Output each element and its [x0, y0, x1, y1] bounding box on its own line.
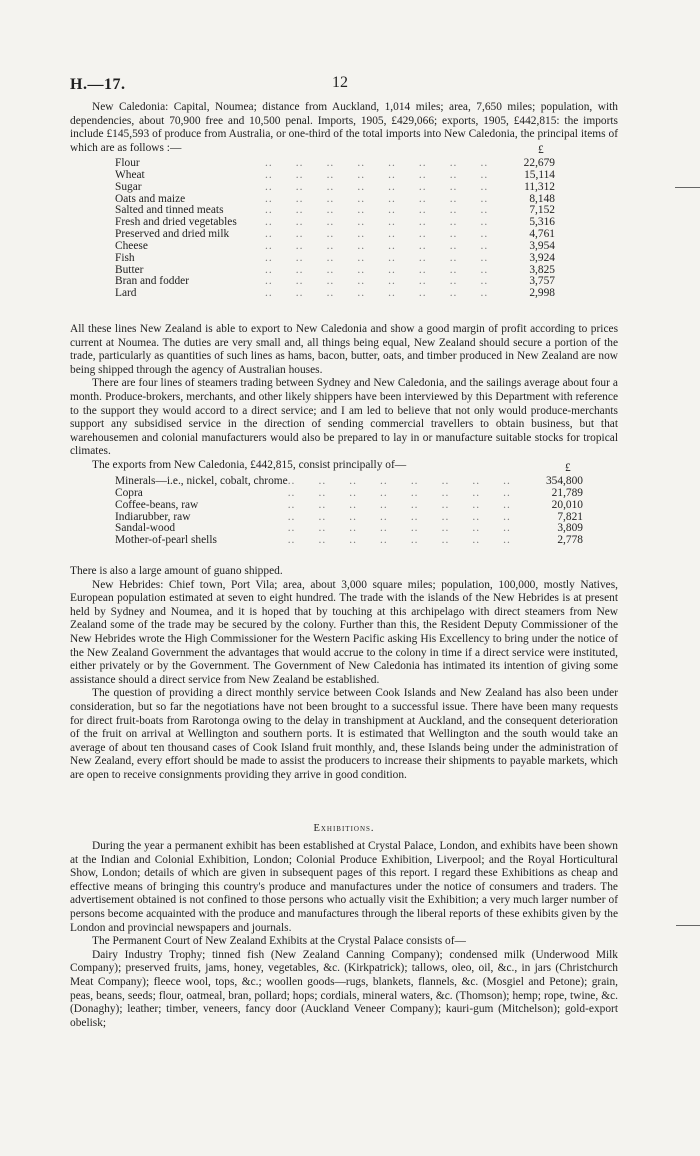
exports-currency-unit: £: [565, 462, 571, 474]
table-row: [115, 253, 555, 265]
row-label: Lard: [115, 287, 137, 300]
row-label: Sandal-wood: [115, 522, 176, 535]
new-caledonia-paragraph: [70, 101, 618, 155]
imports-table: [115, 158, 555, 300]
imports-currency-unit: £: [538, 144, 544, 156]
table-row: [115, 288, 555, 300]
table-row: [115, 241, 555, 253]
page-number: 12: [332, 74, 348, 91]
row-label: Copra: [115, 486, 143, 499]
leader-dots: .. .. .. .. .. .. .. ..: [265, 229, 489, 241]
margin-rule: [675, 187, 700, 188]
leader-dots: .. .. .. .. .. .. .. ..: [265, 205, 489, 217]
exhibitions-heading: Exhibitions.: [313, 823, 375, 834]
leader-dots: .. .. .. .. .. .. .. ..: [287, 535, 511, 547]
row-value: 354,800: [545, 475, 583, 487]
exports-intro: The exports from New Caledonia, £442,815, consist principally of—: [92, 458, 407, 471]
exhibitions-paragraphs: [70, 840, 618, 1030]
table-row: [115, 182, 555, 194]
table-row: [115, 512, 583, 524]
margin-rule: [676, 925, 700, 926]
row-label: Flour: [115, 157, 140, 169]
row-label: Oats and maize: [115, 192, 186, 205]
leader-dots: .. .. .. .. .. .. .. ..: [287, 499, 511, 511]
table-row: [115, 500, 583, 512]
exhibitions-paragraph: During the year a permanent exhibit has been established at Crystal Palace, London, and exhibits have been shown at the Indian and Colonial Exhibition, London; Colonial Produce Exhibition, Liverpool; and the Royal Horticultural Show, London; details of which are given in subsequent pages of this report. I regard these Exhibitions as cheap and effective means of bringing this country's produce and manufactures under the notice of consumers and traders. The advertisement obtained is not confined to those persons who actually visit the Exhibition; a very much larger number of persons become acquainted with the produce and manufactures through the liberal reports of these exhibits given by the London and provincial newspapers and journals.: [70, 840, 618, 934]
row-value: 5,316: [529, 216, 555, 229]
table-row: [115, 170, 555, 182]
row-value: 3,757: [529, 275, 555, 288]
row-label: Salted and tinned meats: [115, 204, 224, 217]
steamers-paragraph: There are four lines of steamers trading between Sydney and New Caledonia, and the sailings average about four a month. Produce-brokers, merchants, and other likely shippers have been interviewed by this Department with reference to the support they would accord to a direct service; and I am led to believe that not only would produce-merchants support any subsidised service in the direction of sending commercial travellers to obtain business, but that warehousemen and colonial manufacturers would also be prepared to lay in or manufacture suitable stocks for tropical climates.: [70, 377, 618, 458]
row-value: 3,809: [557, 522, 583, 535]
leader-dots: .. .. .. .. .. .. .. ..: [265, 288, 489, 300]
row-value: 7,821: [557, 510, 583, 523]
leader-dots: .. .. .. .. .. .. .. ..: [265, 158, 489, 169]
row-value: 3,924: [529, 251, 555, 264]
row-label: Cheese: [115, 239, 148, 252]
table-row: [115, 535, 583, 547]
leader-dots: .. .. .. .. .. .. .. ..: [287, 511, 511, 523]
row-value: 2,998: [529, 287, 555, 300]
leader-dots: .. .. .. .. .. .. .. ..: [265, 264, 489, 276]
page-header: [70, 76, 630, 94]
table-row: [115, 488, 583, 500]
row-label: Butter: [115, 263, 144, 276]
row-label: Mother-of-pearl shells: [115, 534, 217, 547]
table-row: [115, 158, 555, 170]
leader-dots: .. .. .. .. .. .. .. ..: [287, 487, 511, 499]
permanent-court-paragraph: The Permanent Court of New Zealand Exhibits at the Crystal Palace consists of—: [92, 935, 466, 948]
row-value: 2,778: [557, 534, 583, 547]
guano-paragraph: There is also a large amount of guano shipped.: [70, 565, 283, 577]
leader-dots: .. .. .. .. .. .. .. ..: [265, 181, 489, 193]
table-row: [115, 476, 583, 488]
row-value: 4,761: [529, 228, 555, 241]
table-row: [115, 276, 555, 288]
row-label: Fresh and dried vegetables: [115, 216, 237, 229]
row-value: 21,789: [551, 486, 583, 499]
leader-dots: .. .. .. .. .. .. .. ..: [265, 252, 489, 264]
paragraph-text: New Caledonia: Capital, Noumea; distance from Auckland, 1,014 miles; area, 7,650 miles; population, with dependencies, about 70,900 free and 10,500 penal. Imports, 1905, £429,066; exports, 1905, £442,815: the imports include £145,593 of produce from Australia, or one-third of the total imports into New Caledonia, the principal items of which are as follows :—: [70, 101, 618, 154]
trade-paragraphs: [70, 323, 618, 473]
new-hebrides-paragraph: New Hebrides: Chief town, Port Vila; area, about 3,000 square miles; population, 100,000, mostly Natives, European population estimated at seven to eight hundred. The trade with the islands of the New Hebrides is at present held by Sydney and Noumea, and it is hoped that by touching at this archipelago with direct steamers from New Zealand some of the trade may be secured by the colony. Further than this, the Resident Deputy Commissioner of the New Hebrides wrote the High Commissioner for the Western Pacific asking His Excellency to bring under the notice of the New Zealand Government the advantages that would accrue to the colony in time if a direct service were instituted, either privately or by the Government. The Government of New Caledonia has intimated its intention of giving some assistance should a direct service from New Zealand be established.: [70, 578, 618, 686]
dairy-trophy-paragraph: Dairy Industry Trophy; tinned fish (New Zealand Canning Company); condensed milk (Underwood Milk Company); preserved fruits, jams, honey, vegetables, &c. (Kirkpatrick); tallows, oleo, oil, &c., in jars (Christchurch Meat Company); fleece wool, tops, &c.; woollen goods—rugs, blankets, flannels, &c. (Mosgiel and Petone); grain, peas, beans, seeds; flour, oatmeal, bran, pollard; hops; cordials, mineral waters, &c. (Thomson); hemp; rope, twine, &c. (Donaghy); leather; timber, veneers, fancy door (Auckland Veneer Company); kauri-gum (Mitchelson); gold-export obelisk;: [70, 948, 618, 1029]
row-label: Coffee-beans, raw: [115, 498, 199, 511]
leader-dots: .. .. .. .. .. .. .. ..: [265, 169, 489, 181]
row-value: 7,152: [529, 204, 555, 217]
leader-dots: .. .. .. .. .. .. .. ..: [265, 240, 489, 252]
cook-islands-paragraph: The question of providing a direct monthly service between Cook Islands and New Zealand has also been under consideration, but so far the negotiations have not been brought to a successful issue. There have been many requests for direct fruit-boats from Rarotonga owing to the delay in transhipment at Auckland, and the consequent deterioration of the fruit on arrival at Wellington and southern ports. It is estimated that Wellington and the south would take an average of about ten thousand cases of Cook Island fruit monthly, and, these Islands being under the administration of New Zealand, every effort should be made to assist the producers to increase their shipments to payable markets, which are open to receive consignments providing they arrive in good condition.: [70, 687, 618, 781]
leader-dots: .. .. .. .. .. .. .. ..: [265, 193, 489, 205]
leader-dots: .. .. .. .. .. .. .. ..: [265, 217, 489, 229]
row-value: 20,010: [551, 498, 583, 511]
row-label: Wheat: [115, 168, 145, 181]
leader-dots: .. .. .. .. .. .. .. ..: [287, 523, 511, 535]
row-label: Fish: [115, 251, 135, 264]
row-label: Sugar: [115, 180, 142, 193]
row-label: Preserved and dried milk: [115, 228, 230, 241]
row-value: 8,148: [529, 192, 555, 205]
row-label: Minerals—i.e., nickel, cobalt, chrome: [115, 475, 288, 487]
row-value: 15,114: [524, 168, 555, 181]
row-label: Bran and fodder: [115, 275, 190, 288]
row-label: Indiarubber, raw: [115, 510, 191, 523]
leader-dots: .. .. .. .. .. .. .. ..: [265, 276, 489, 288]
row-value: 11,312: [524, 180, 555, 193]
pacific-paragraphs: [70, 565, 618, 783]
row-value: 3,825: [529, 263, 555, 276]
leader-dots: .. .. .. .. .. .. .. ..: [287, 476, 511, 487]
export-margin-paragraph: All these lines New Zealand is able to export to New Caledonia and show a good margin of profit according to prices current at Noumea. The duties are very small and, all things being equal, New Zealand should secure a portion of the trade, particularly as quantities of such lines as hams, bacon, butter, oats, and timber produced in New Zealand are now being shipped through the agency of Australian houses.: [70, 323, 618, 376]
row-value: 22,679: [523, 157, 555, 169]
table-row: [115, 229, 555, 241]
exports-table: [115, 476, 583, 547]
row-value: 3,954: [529, 239, 555, 252]
document-reference: H.—17.: [70, 76, 126, 93]
